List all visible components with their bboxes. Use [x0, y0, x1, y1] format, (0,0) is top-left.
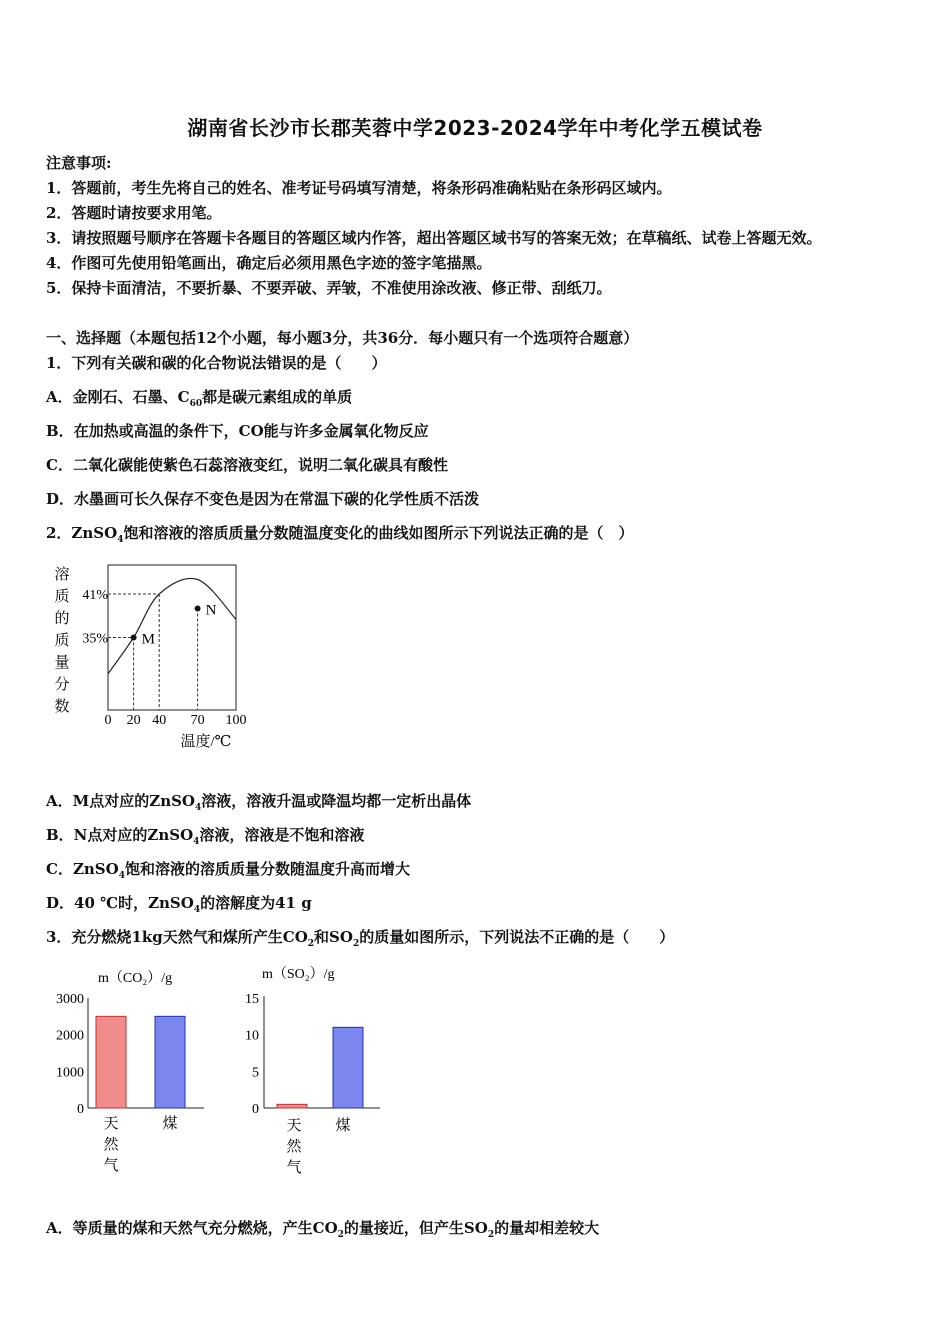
x-tick: 0 — [104, 713, 112, 728]
category-char: 然 — [286, 1139, 302, 1155]
notice-item: 4．作图可先使用铅笔画出，确定后必须用黑色字迹的签字笔描黑。 — [46, 254, 492, 272]
co2-y-tick: 0 — [77, 1102, 84, 1117]
question-1-stem: 1．下列有关碳和碳的化合物说法错误的是（ ） — [46, 354, 387, 372]
x-tick: 40 — [152, 713, 167, 728]
ylabel-char: 量 — [54, 655, 70, 671]
co2-y-tick: 2000 — [56, 1028, 84, 1044]
notice-item: 3．请按照题号顺序在答题卡各题目的答题区域内作答，超出答题区域书写的答案无效；在草稿纸、试卷上答题无效。 — [46, 229, 822, 247]
category-char: 气 — [103, 1158, 119, 1174]
ylabel-char: 的 — [54, 611, 70, 627]
co2-bar-chart — [46, 960, 216, 1185]
y-tick-41: 41% — [82, 588, 108, 603]
co2-bar-coal — [155, 1016, 185, 1108]
x-tick: 20 — [126, 713, 141, 728]
question-1-option-a: A．金刚石、石墨、$C_{60}$都是碳元素组成的单质 — [46, 388, 353, 409]
category-char: 然 — [103, 1137, 119, 1153]
ylabel-char: 溶 — [54, 567, 70, 583]
solubility-chart — [46, 555, 256, 755]
category-char: 天 — [103, 1116, 119, 1132]
question-2-option-b: B．N点对应的ZnSO$_4$溶液，溶液是不饱和溶液 — [46, 826, 365, 847]
x-tick: 100 — [225, 713, 247, 728]
notice-item: 2．答题时请按要求用笔。 — [46, 204, 222, 222]
question-1-option-d: D．水墨画可长久保存不变色是因为在常温下碳的化学性质不活泼 — [46, 490, 480, 508]
question-2-option-c: C．ZnSO$_4$饱和溶液的溶质质量分数随温度升高而增大 — [46, 860, 410, 881]
notice-heading: 注意事项: — [46, 154, 112, 172]
co2-tick-group — [56, 992, 84, 1117]
co2-bar-natural-gas — [96, 1016, 126, 1108]
question-2-stem: 2．ZnSO$_4$饱和溶液的溶质质量分数随温度变化的曲线如图所示下列说法正确的是（ ） — [46, 524, 634, 545]
so2-y-tick: 5 — [252, 1065, 259, 1081]
question-2-option-a: A．M点对应的ZnSO$_4$溶液，溶液升温或降温均都一定析出晶体 — [46, 792, 472, 813]
point-n — [195, 606, 201, 612]
point-m — [131, 635, 137, 641]
x-axis-label: 温度/℃ — [180, 734, 232, 750]
x-tick: 70 — [190, 713, 205, 728]
co2-y-label: m（CO₂）/g — [98, 971, 173, 986]
notice-item: 5．保持卡面清洁，不要折暴、不要弄破、弄皱，不准使用涂改液、修正带、刮纸刀。 — [46, 279, 612, 297]
section-heading: 一、选择题（本题包括12个小题，每小题3分，共36分．每小题只有一个选项符合题意） — [46, 329, 639, 347]
question-3-stem: 3．充分燃烧1kg天然气和煤所产生$CO_2$和$SO_2$的质量如图所示，下列说法不正确的是（ ） — [46, 928, 675, 949]
plot-frame — [108, 565, 236, 710]
question-2-option-d: D．40 ℃时，ZnSO$_4$的溶解度为41 g — [46, 894, 312, 915]
so2-bar-chart — [236, 958, 386, 1185]
point-n-label: N — [205, 602, 217, 619]
so2-y-tick: 10 — [245, 1028, 259, 1044]
ylabel-char: 质 — [54, 633, 70, 649]
so2-y-tick: 0 — [252, 1102, 259, 1117]
ylabel-char: 分 — [54, 677, 70, 693]
co2-y-tick: 1000 — [56, 1065, 84, 1081]
so2-bar-natural-gas — [277, 1104, 307, 1108]
question-1-option-b: B．在加热或高温的条件下，CO能与许多金属氧化物反应 — [46, 422, 429, 440]
so2-y-tick: 15 — [245, 992, 259, 1007]
so2-y-label: m（SO₂）/g — [262, 967, 335, 982]
ylabel-char: 质 — [54, 589, 70, 605]
co2-y-tick: 3000 — [56, 992, 84, 1007]
category-char: 煤 — [335, 1118, 351, 1134]
category-char: 煤 — [162, 1116, 178, 1132]
solubility-curve — [108, 578, 236, 673]
so2-bar-coal — [333, 1027, 363, 1108]
y-tick-35: 35% — [82, 631, 108, 647]
question-1-option-c: C．二氧化碳能使紫色石蕊溶液变红，说明二氧化碳具有酸性 — [46, 456, 448, 474]
y-axis-label — [54, 566, 69, 715]
notice-item: 1．答题前，考生先将自己的姓名、准考证号码填写清楚，将条形码准确粘贴在条形码区域内。 — [46, 179, 672, 197]
point-m-label: M — [141, 631, 155, 648]
category-char: 天 — [286, 1118, 302, 1134]
question-3-option-a: A．等质量的煤和天然气充分燃烧，产生$CO_2$的量接近，但产生$SO_2$的量却相差较大 — [46, 1219, 600, 1240]
ylabel-char: 数 — [54, 699, 70, 715]
category-char: 气 — [286, 1160, 302, 1176]
page-title: 湖南省长沙市长郡芙蓉中学2023-2024学年中考化学五模试卷 — [187, 116, 763, 140]
